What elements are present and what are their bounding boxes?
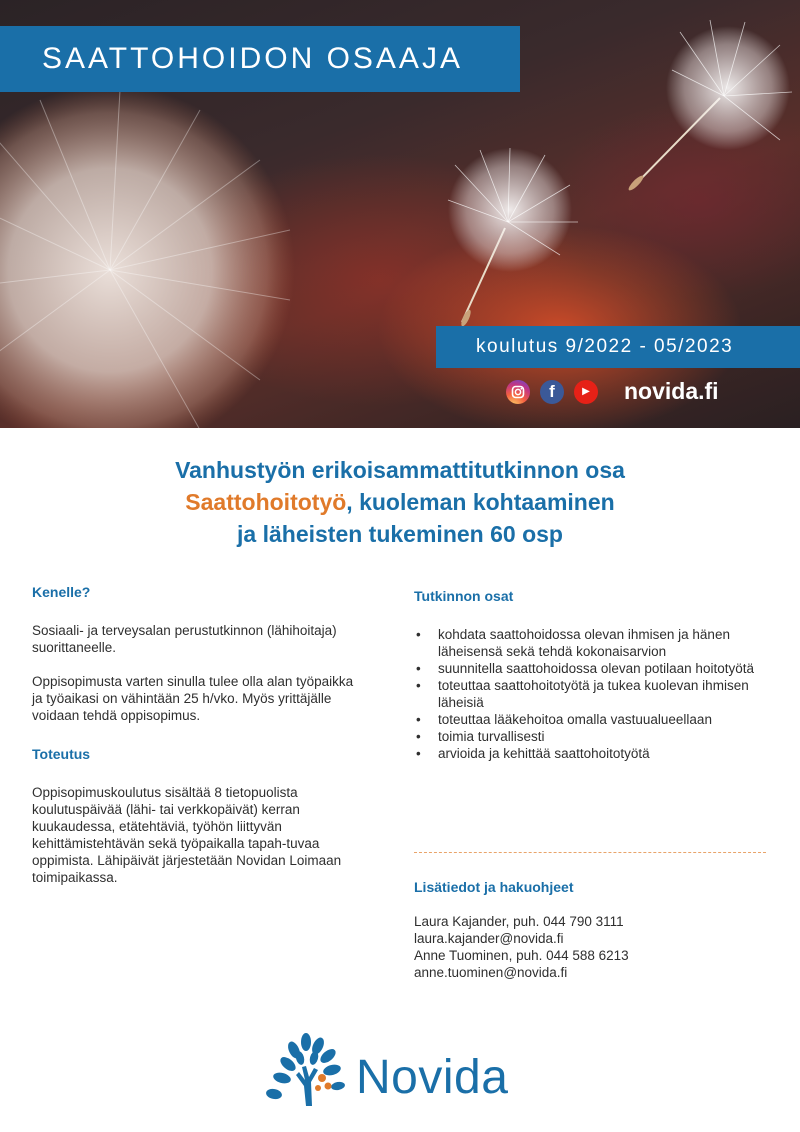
heading-line-3: ja läheisten tukeminen 60 osp (237, 521, 563, 547)
list-item: • suunnitella saattohoidossa olevan potilaan hoitotyötä (414, 660, 766, 677)
section-title-lisatiedot: Lisätiedot ja hakuohjeet (414, 879, 574, 895)
list-item: • toimia turvallisesti (414, 728, 766, 745)
contact-email-anne[interactable]: anne.tuominen@novida.fi (414, 965, 568, 980)
list-item: • kohdata saattohoidossa olevan ihmisen ja hänen läheisensä sekä tehdä kokonaisarvion (414, 626, 766, 660)
left-column (32, 584, 362, 903)
kenelle-paragraph-1: Sosiaali- ja terveysalan perustutkinnon (lähihoitaja) suorittaneelle. (32, 623, 337, 655)
hero-banner (0, 0, 800, 428)
facebook-icon[interactable]: f (540, 380, 564, 404)
course-dates: koulutus 9/2022 - 05/2023 (476, 336, 734, 357)
social-links (506, 378, 719, 405)
section-title-kenelle: Kenelle? (32, 584, 91, 600)
instagram-icon[interactable] (506, 380, 530, 404)
right-column (414, 588, 766, 762)
course-heading (0, 454, 800, 550)
page-title: SAATTOHOIDON OSAAJA (42, 42, 463, 75)
section-title-tutkinnon-osat: Tutkinnon osat (414, 588, 514, 604)
contact-phone-laura: Laura Kajander, puh. 044 790 3111 (414, 914, 624, 929)
title-banner (0, 26, 520, 92)
list-item: • toteuttaa saattohoitotyötä ja tukea kuolevan ihmisen läheisiä (414, 677, 766, 711)
course-parts-list (414, 626, 766, 762)
heading-line-2-rest: , kuoleman kohtaaminen (346, 489, 615, 515)
heading-highlight: Saattohoitotyö (185, 489, 347, 515)
contact-email-laura[interactable]: laura.kajander@novida.fi (414, 931, 564, 946)
heading-line-2 (0, 486, 800, 518)
section-divider (414, 852, 766, 853)
heading-line-1: Vanhustyön erikoisammattitutkinnon osa (175, 457, 625, 483)
novida-logo-text: Novida (356, 1051, 509, 1104)
contact-info (414, 913, 629, 981)
kenelle-paragraph-2: Oppisopimusta varten sinulla tulee olla alan työpaikka ja työaikasi on vähintään 25 h/vko. Myös yrittäjälle voidaan tehdä oppisopimus. (32, 674, 354, 723)
date-banner (436, 326, 800, 368)
website-link[interactable]: novida.fi (624, 378, 719, 404)
toteutus-paragraph: Oppisopimuskoulutus sisältää 8 tietopuolista koulutuspäivää (lähi- tai verkkopäivät) kerran kuukaudessa, etätehtäviä, työhön liittyvän kehittämistehtävän sekä työpaikalla tapah-tuvaa oppimista. Lähipäivät järjestetään Novidan Loimaan toimipaikassa. (32, 785, 342, 885)
list-item: • toteuttaa lääkehoitoa omalla vastuualueellaan (414, 711, 766, 728)
contact-phone-anne: Anne Tuominen, puh. 044 588 6213 (414, 948, 629, 963)
list-item: • arvioida ja kehittää saattohoitotyötä (414, 745, 766, 762)
youtube-icon[interactable]: ▶ (574, 380, 598, 404)
section-title-toteutus: Toteutus (32, 746, 91, 762)
